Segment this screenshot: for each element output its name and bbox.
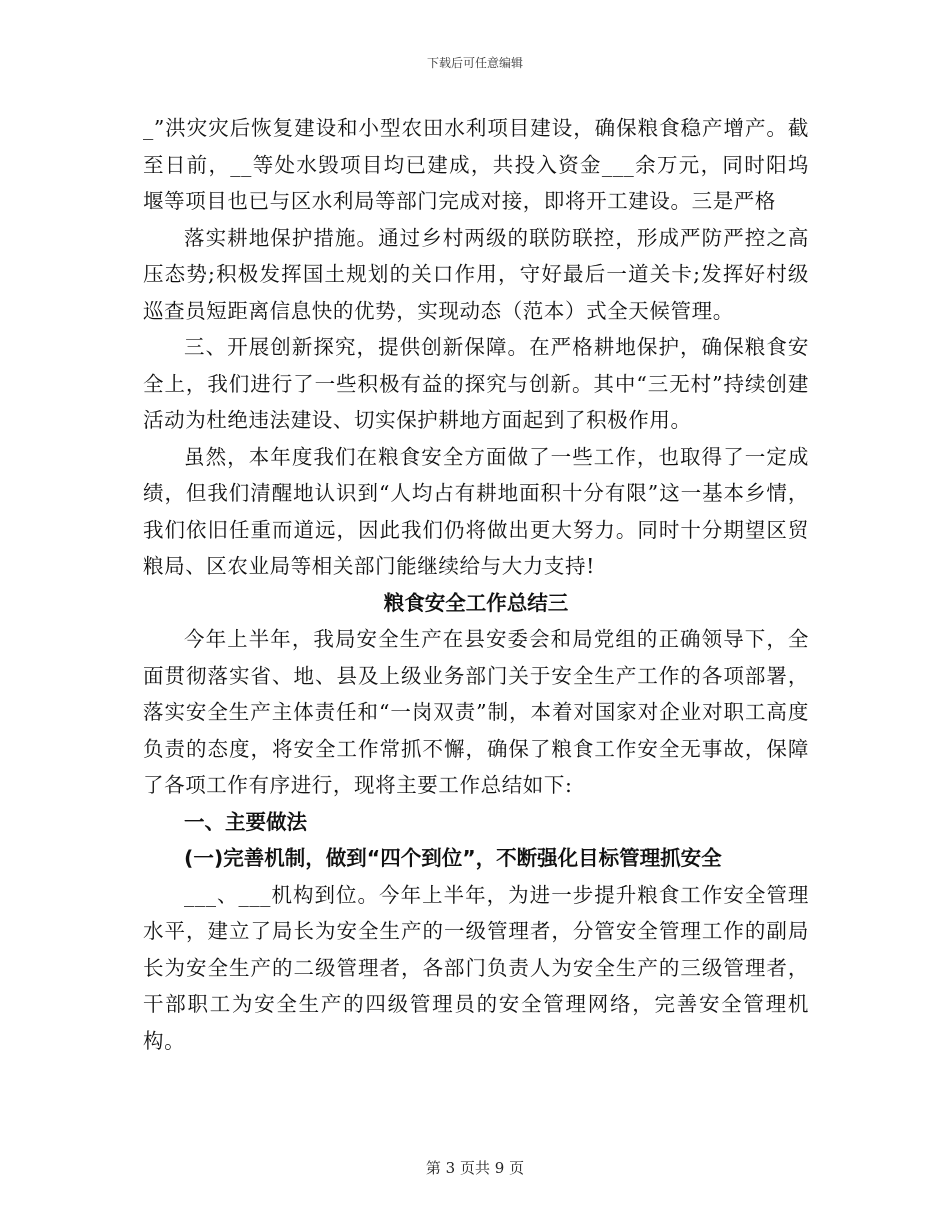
paragraph-5: 今年上半年，我局安全生产在县安委会和局党组的正确领导下，全面贯彻落实省、地、县及上级业务部门关于安全生产工作的各项部署，落实安全生产主体责任和“一岗双责”制，本着对国家对企业对职工高度负责的态度，将安全工作常抓不懈，确保了粮食工作安全无事故，保障了各项工作有序进行，现将主要工作总结如下: [143, 627, 809, 797]
paragraph-6: ___、___机构到位。今年上半年，为进一步提升粮食工作安全管理水平，建立了局长为安全生产的一级管理者，分管安全管理工作的副局长为安全生产的二级管理者，各部门负责人为安全生产的三级管理者，干部职工为安全生产的四级管理员的安全管理网络，完善安全管理机构。 [143, 882, 809, 1053]
page-number: 第 3 页共 9 页 [425, 1159, 525, 1177]
document-body [143, 110, 809, 1059]
header-note: 下载后可任意编辑 [426, 56, 523, 70]
section-title: 粮食安全工作总结三 [383, 590, 569, 615]
heading-subsection-1: (一)完善机制，做到“四个到位”，不断强化目标管理抓安全 [184, 846, 722, 870]
paragraph-2: 落实耕地保护措施。通过乡村两级的联防联控，形成严防严控之高压态势;积极发挥国土规划的关口作用，守好最后一道关卡;发挥好村级巡查员短距离信息快的优势，实现动态（范本）式全天候管理。 [143, 225, 809, 323]
paragraph-1: _”洪灾灾后恢复建设和小型农田水利项目建设，确保粮食稳产增产。截至日前，__等处水毁项目均已建成，共投入资金___余万元，同时阳坞堰等项目也已与区水利局等部门完成对接，即将开工建设。三是严格 [143, 116, 809, 213]
paragraph-4: 虽然，本年度我们在粮食安全方面做了一些工作，也取得了一定成绩，但我们清醒地认识到“人均占有耕地面积十分有限”这一基本乡情，我们依旧任重而道远，因此我们仍将做出更大努力。同时十分期望区贸粮局、区农业局等相关部门能继续给与大力支持! [143, 444, 809, 578]
paragraph-3: 三、开展创新探究，提供创新保障。在严格耕地保护，确保粮食安全上，我们进行了一些积极有益的探究与创新。其中“三无村”持续创建活动为杜绝违法建设、切实保护耕地方面起到了积极作用。 [143, 335, 809, 432]
heading-main-methods: 一、主要做法 [184, 809, 307, 834]
